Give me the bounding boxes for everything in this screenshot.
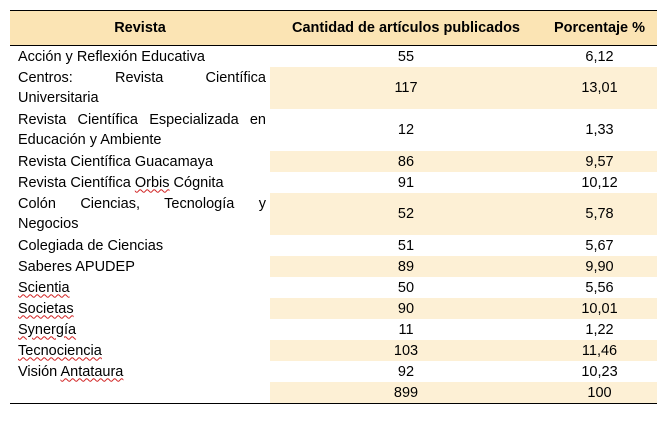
row-revista: Tecnociencia: [10, 340, 270, 361]
table-row: [10, 46, 657, 68]
row-revista: Centros: Revista Científica Universitaria: [10, 67, 270, 109]
row-porcentaje: 10,23: [581, 363, 618, 380]
row-cantidad: 51: [397, 237, 415, 254]
table-row: [10, 361, 657, 382]
row-porcentaje: 11,46: [542, 340, 657, 361]
row-cantidad: 89: [270, 256, 542, 277]
table-row: [10, 193, 657, 235]
row-revista: Scientia: [18, 279, 70, 296]
row-revista: Synergía: [18, 321, 77, 338]
row-revista: Revista Científica Guacamaya: [10, 151, 270, 172]
journals-table-container: [10, 10, 657, 404]
row-cantidad: 11: [398, 321, 414, 338]
table-row: [10, 172, 657, 193]
row-cantidad: 12: [397, 122, 415, 138]
row-revista: Acción y Reflexión Educativa: [18, 48, 205, 65]
header-revista: Revista: [10, 11, 270, 46]
table-row: [10, 340, 657, 361]
table-row: [10, 151, 657, 172]
table-row: [10, 319, 657, 340]
row-cantidad: 117: [270, 67, 542, 109]
table-row: [10, 67, 657, 109]
table-row: [10, 298, 657, 319]
table-header: [10, 11, 657, 46]
row-porcentaje: 10,12: [581, 174, 618, 191]
journals-table: [10, 10, 657, 404]
row-revista: Colón Ciencias, Tecnología y Negocios: [10, 193, 270, 235]
row-revista: Saberes APUDEP: [10, 256, 270, 277]
row-cantidad: 91: [397, 174, 415, 191]
header-cantidad: Cantidad de artículos publicados: [270, 11, 542, 46]
row-cantidad: 50: [397, 279, 415, 296]
row-porcentaje: 1,22: [585, 321, 614, 338]
total-cantidad: 899: [270, 382, 542, 404]
row-cantidad: 92: [397, 363, 415, 380]
row-porcentaje: 5,78: [542, 193, 657, 235]
row-revista: Revista Científica Especializada en Educación y Ambiente: [18, 112, 266, 148]
header-porcentaje: Porcentaje %: [542, 11, 657, 46]
total-revista: [10, 382, 270, 404]
row-porcentaje: 9,90: [542, 256, 657, 277]
row-cantidad: 55: [397, 48, 415, 65]
table-row: [10, 235, 657, 256]
row-cantidad: 103: [270, 340, 542, 361]
row-revista: Visión Antataura: [18, 363, 124, 380]
table-row: [10, 109, 657, 151]
total-row: [10, 382, 657, 404]
row-cantidad: 90: [270, 298, 542, 319]
row-porcentaje: 5,67: [585, 237, 614, 254]
row-revista: Revista Científica Orbis Cógnita: [18, 174, 224, 191]
row-porcentaje: 1,33: [585, 122, 614, 138]
row-revista: Societas: [10, 298, 270, 319]
row-porcentaje: 5,56: [585, 279, 614, 296]
table-row: [10, 256, 657, 277]
table-row: [10, 277, 657, 298]
row-porcentaje: 9,57: [542, 151, 657, 172]
total-porcentaje: 100: [542, 382, 657, 404]
row-porcentaje: 10,01: [542, 298, 657, 319]
row-cantidad: 86: [270, 151, 542, 172]
row-cantidad: 52: [270, 193, 542, 235]
row-porcentaje: 6,12: [585, 48, 614, 65]
row-revista: Colegiada de Ciencias: [18, 237, 164, 254]
row-porcentaje: 13,01: [542, 67, 657, 109]
